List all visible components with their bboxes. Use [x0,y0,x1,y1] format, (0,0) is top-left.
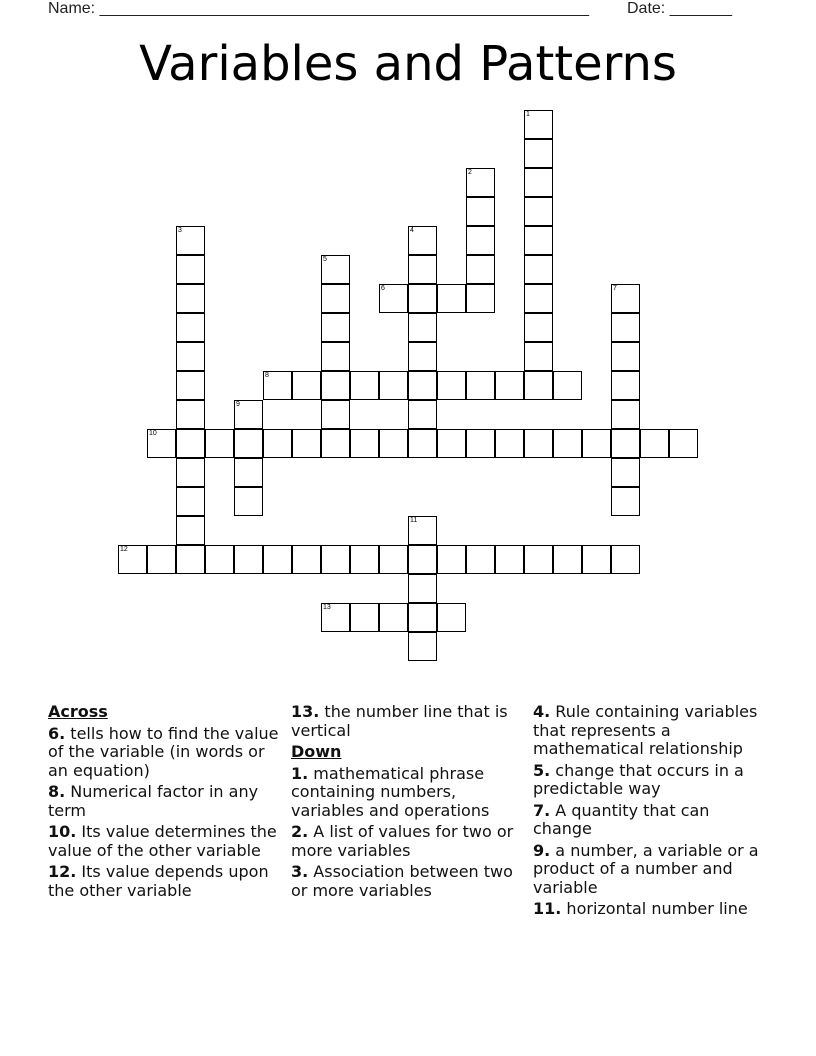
grid-cell[interactable] [176,429,205,458]
grid-cell[interactable] [350,603,379,632]
grid-cell[interactable] [176,458,205,487]
clue-item [533,900,765,919]
clue-item-number: 6. [48,723,66,743]
clue-item-text: the number line that is vertical [291,702,508,740]
grid-cell[interactable] [524,429,553,458]
clue-number: 6 [381,285,385,292]
clue-item [48,725,280,781]
grid-cell[interactable] [669,429,698,458]
grid-cell[interactable] [553,545,582,574]
grid-cell[interactable] [524,110,553,139]
clue-item-text: A quantity that can change [533,800,710,838]
clue-number: 11 [410,517,418,524]
clue-item [533,802,765,839]
grid-cell[interactable] [524,371,553,400]
grid-cell[interactable] [582,429,611,458]
clue-column-1 [48,703,280,903]
grid-cell[interactable] [379,429,408,458]
grid-cell[interactable] [524,545,553,574]
grid-cell[interactable] [437,429,466,458]
grid-cell[interactable] [379,371,408,400]
clue-item-number: 10. [48,822,77,841]
clue-number: 9 [236,401,240,408]
grid-cell[interactable] [611,371,640,400]
grid-cell[interactable] [437,603,466,632]
grid-cell[interactable] [611,284,640,313]
grid-cell[interactable] [292,429,321,458]
clue-item [48,823,280,860]
grid-cell[interactable] [408,342,437,371]
clue-item [48,863,280,900]
grid-cell[interactable] [263,429,292,458]
grid-cell[interactable] [611,545,640,574]
clue-item-number: 9. [533,840,551,860]
grid-cell[interactable] [263,545,292,574]
grid-cell[interactable] [408,313,437,342]
clue-number: 2 [468,169,472,176]
grid-cell[interactable] [176,255,205,284]
grid-cell[interactable] [611,313,640,342]
clue-item-number: 3. [291,862,309,881]
grid-cell[interactable] [321,429,350,458]
grid-cell[interactable] [234,545,263,574]
clue-item [291,703,523,740]
header [0,0,816,20]
grid-cell[interactable] [321,400,350,429]
grid-cell[interactable] [582,545,611,574]
clue-item-number: 7. [533,800,551,820]
clue-item [291,823,523,860]
grid-cell[interactable] [205,429,234,458]
grid-cell[interactable] [176,371,205,400]
grid-cell[interactable] [553,429,582,458]
grid-cell[interactable] [234,458,263,487]
clue-number: 7 [613,285,617,292]
grid-cell[interactable] [292,545,321,574]
name-field-label[interactable]: Name: _______________________________________________________ [48,0,589,17]
grid-cell[interactable] [408,284,437,313]
grid-cell[interactable] [495,429,524,458]
grid-cell[interactable] [466,168,495,197]
clue-item-text: tells how to find the value of the variable (in words or an equation) [48,723,279,780]
clue-item-number: 8. [48,782,66,801]
clue-item [533,703,765,759]
grid-cell[interactable] [466,226,495,255]
grid-cell[interactable] [176,226,205,255]
grid-cell[interactable] [408,255,437,284]
grid-cell[interactable] [321,342,350,371]
grid-cell[interactable] [350,545,379,574]
grid-cell[interactable] [524,284,553,313]
grid-cell[interactable] [234,429,263,458]
clue-item-text: A list of values for two or more variables [291,822,514,860]
grid-cell[interactable] [205,545,234,574]
grid-cell[interactable] [176,313,205,342]
clue-item-number: 1. [291,763,309,783]
grid-cell[interactable] [611,487,640,516]
grid-cell[interactable] [524,342,553,371]
grid-cell[interactable] [408,429,437,458]
grid-cell[interactable] [118,545,147,574]
grid-cell[interactable] [379,545,408,574]
grid-cell[interactable] [524,168,553,197]
grid-cell[interactable] [176,487,205,516]
clue-item-text: Numerical factor in any term [48,782,259,820]
grid-cell[interactable] [495,371,524,400]
grid-cell[interactable] [524,255,553,284]
grid-cell[interactable] [321,255,350,284]
page-title: Variables and Patterns [139,36,677,92]
grid-cell[interactable] [466,255,495,284]
grid-cell[interactable] [408,516,437,545]
clue-number: 10 [149,430,157,437]
grid-cell[interactable] [379,603,408,632]
clue-item [533,842,765,898]
grid-cell[interactable] [176,545,205,574]
clue-number: 5 [323,256,327,263]
clue-item [533,762,765,799]
grid-cell[interactable] [553,371,582,400]
grid-cell[interactable] [408,574,437,603]
grid-cell[interactable] [466,371,495,400]
grid-cell[interactable] [466,197,495,226]
grid-cell[interactable] [234,400,263,429]
clue-number: 1 [526,111,530,118]
clue-item [48,783,280,820]
grid-cell[interactable] [611,400,640,429]
clue-item-number: 2. [291,822,309,841]
clue-item-number: 13. [291,702,320,721]
grid-cell[interactable] [524,139,553,168]
clue-column-2 [291,703,523,903]
clue-item-text: Its value depends upon the other variable [48,862,269,900]
clue-number: 13 [323,604,331,611]
grid-cell[interactable] [321,371,350,400]
grid-cell[interactable] [176,516,205,545]
grid-cell[interactable] [408,226,437,255]
section-heading-down: Down [291,742,342,761]
clue-item-text: Rule containing variables that represents a mathematical relationship [533,702,758,758]
grid-cell[interactable] [408,371,437,400]
grid-cell[interactable] [524,197,553,226]
clue-number: 4 [410,227,414,234]
clue-item-text: mathematical phrase containing numbers, variables and operations [291,763,490,820]
grid-cell[interactable] [408,400,437,429]
grid-cell[interactable] [408,603,437,632]
section-heading-across: Across [48,702,108,721]
grid-cell[interactable] [379,284,408,313]
clue-item [291,765,523,821]
clue-item-number: 5. [533,760,551,780]
grid-cell[interactable] [321,545,350,574]
clue-number: 3 [178,227,182,234]
clue-item-number: 12. [48,862,77,881]
clue-item-number: 11. [533,899,562,918]
grid-cell[interactable] [611,429,640,458]
grid-cell[interactable] [437,284,466,313]
grid-cell[interactable] [466,545,495,574]
grid-cell[interactable] [176,342,205,371]
clue-item-text: change that occurs in a predictable way [533,760,744,798]
grid-cell[interactable] [408,545,437,574]
grid-cell[interactable] [640,429,669,458]
grid-cell[interactable] [263,371,292,400]
grid-cell[interactable] [408,632,437,661]
grid-cell[interactable] [321,284,350,313]
clue-item-number: 4. [533,702,551,721]
grid-cell[interactable] [524,226,553,255]
grid-cell[interactable] [495,545,524,574]
clue-item-text: Its value determines the value of the other variable [48,822,277,860]
clue-column-3 [533,703,765,922]
grid-cell[interactable] [466,429,495,458]
grid-cell[interactable] [524,313,553,342]
grid-cell[interactable] [176,284,205,313]
grid-cell[interactable] [147,545,176,574]
grid-cell[interactable] [350,371,379,400]
grid-cell[interactable] [176,400,205,429]
grid-cell[interactable] [611,342,640,371]
grid-cell[interactable] [466,284,495,313]
clue-item [291,863,523,900]
grid-cell[interactable] [437,545,466,574]
clue-item-text: a number, a variable or a product of a number and variable [533,840,759,897]
grid-cell[interactable] [292,371,321,400]
date-field-label[interactable]: Date: _______ [627,0,732,17]
clue-number: 12 [120,546,128,553]
grid-cell[interactable] [611,458,640,487]
grid-cell[interactable] [321,313,350,342]
grid-cell[interactable] [437,371,466,400]
grid-cell[interactable] [147,429,176,458]
grid-cell[interactable] [234,487,263,516]
clue-number: 8 [265,372,269,379]
clue-item-text: horizontal number line [561,899,748,918]
grid-cell[interactable] [321,603,350,632]
clue-item-text: Association between two or more variables [291,862,513,900]
grid-cell[interactable] [350,429,379,458]
